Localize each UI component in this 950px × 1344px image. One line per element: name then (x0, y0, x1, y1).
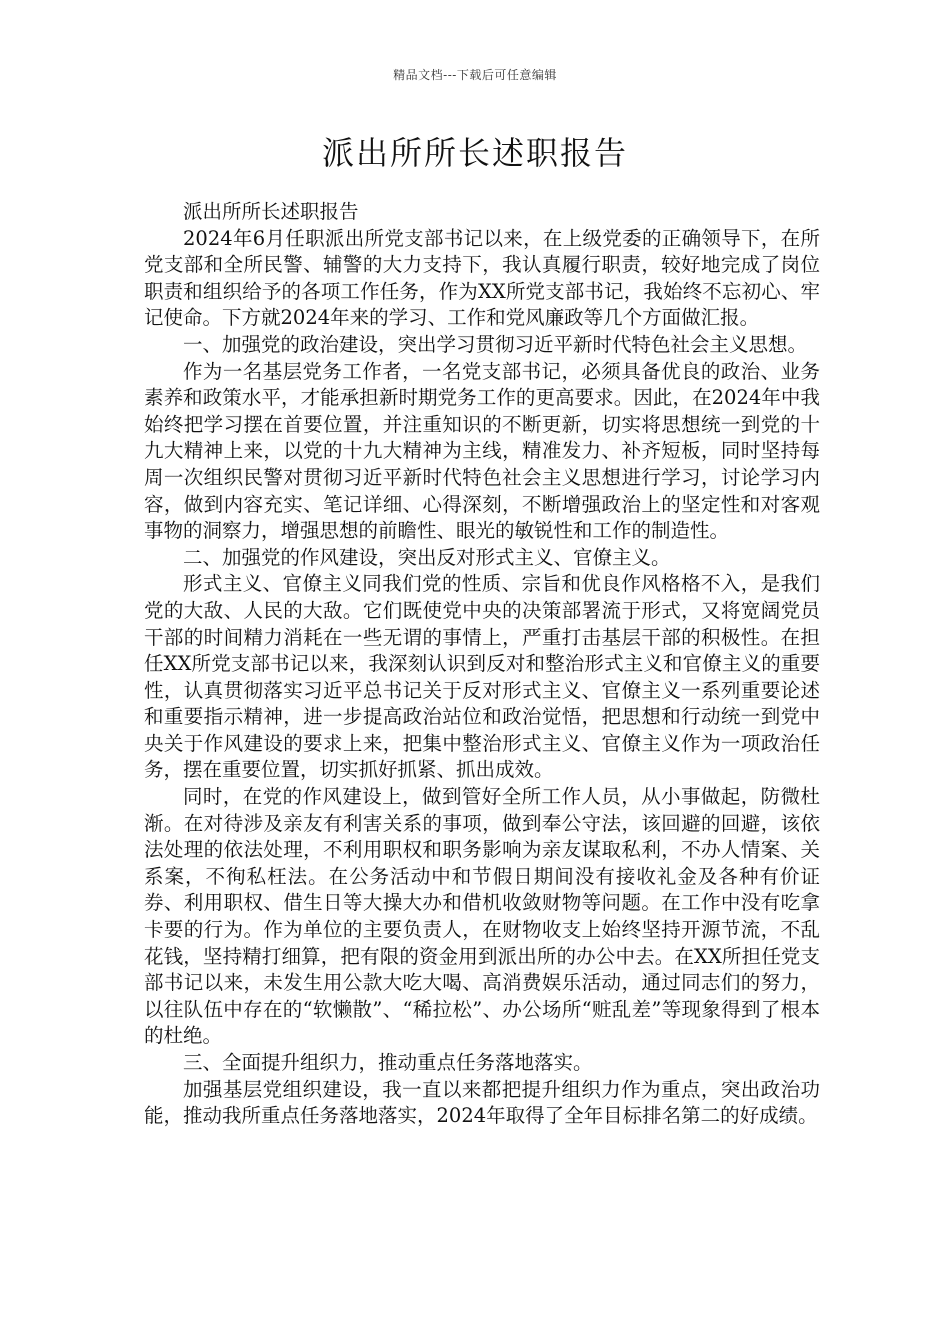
paragraph-intro: 2024年6月任职派出所党支部书记以来，在上级党委的正确领导下，在所党支部和全所民警、辅警的大力支持下，我认真履行职责，较好地完成了岗位职责和组织给予的各项工作任务，作为XX所党支部书记，我始终不忘初心、牢记使命。下方就2024年来的学习、工作和党风廉政等几个方面做汇报。 (144, 226, 820, 330)
section-heading-3: 三、全面提升组织力，推动重点任务落地落实。 (183, 1051, 593, 1074)
paragraph-section-2a: 形式主义、官僚主义同我们党的性质、宗旨和优良作风格格不入，是我们党的大敌、人民的大敌。它们既使党中央的决策部署流于形式，又将宽阔党员干部的时间精力消耗在一些无谓的事情上，严重打击基层干部的积极性。在担任XX所党支部书记以来，我深刻认识到反对和整治形式主义和官僚主义的重要性，认真贯彻落实习近平总书记关于反对形式主义、官僚主义一系列重要论述和重要指示精神，进一步提高政治站位和政治觉悟，把思想和行动统一到党中央关于作风建设的要求上来，把集中整治形式主义、官僚主义作为一项政治任务，摆在重要位置，切实抓好抓紧、抓出成效。 (144, 572, 820, 782)
paragraph-subtitle: 派出所所长述职报告 (183, 200, 359, 223)
document-title: 派出所所长述职报告 (321, 134, 628, 172)
paragraph-section-1: 作为一名基层党务工作者，一名党支部书记，必须具备优良的政治、业务素养和政策水平，才能承担新时期党务工作的更高要求。因此，在2024年中我始终把学习摆在首要位置，并注重知识的不断更新，切实将思想统一到党的十九大精神上来，以党的十九大精神为主线，精准发力、补齐短板，同时坚持每周一次组织民警对贯彻习近平新时代特色社会主义思想进行学习，讨论学习内容，做到内容充实、笔记详细、心得深刻，不断增强政治上的坚定性和对客观事物的洞察力，增强思想的前瞻性、眼光的敏锐性和工作的制造性。 (144, 359, 820, 543)
document-body (144, 199, 820, 1130)
section-heading-1: 一、加强党的政治建设，突出学习贯彻习近平新时代特色社会主义思想。 (183, 332, 808, 356)
header-note: 精品文档---下载后可任意编辑 (393, 68, 557, 82)
paragraph-section-3: 加强基层党组织建设，我一直以来都把提升组织力作为重点，突出政治功能，推动我所重点任务落地落实，2024年取得了全年目标排名第二的好成绩。 (144, 1077, 820, 1128)
paragraph-section-2b: 同时，在党的作风建设上，做到管好全所工作人员，从小事做起，防微杜渐。在对待涉及亲友有利害关系的事项，做到奉公守法，该回避的回避，该依法处理的依法处理，不利用职权和职务影响为亲友谋取私利，不办人情案、关系案，不徇私枉法。在公务活动中和节假日期间没有接收礼金及各种有价证券、利用职权、借生日等大操大办和借机收敛财物等问题。在工作中没有吃拿卡要的行为。作为单位的主要负责人，在财物收支上始终坚持开源节流，不乱花钱，坚持精打细算，把有限的资金用到派出所的办公中去。在XX所担任党支部书记以来，未发生用公款大吃大喝、高消费娱乐活动，通过同志们的努力，以往队伍中存在的“软懒散”、“稀拉松”、办公场所“赃乱差”等现象得到了根本的杜绝。 (144, 785, 820, 1048)
section-heading-2: 二、加强党的作风建设，突出反对形式主义、官僚主义。 (183, 545, 671, 569)
